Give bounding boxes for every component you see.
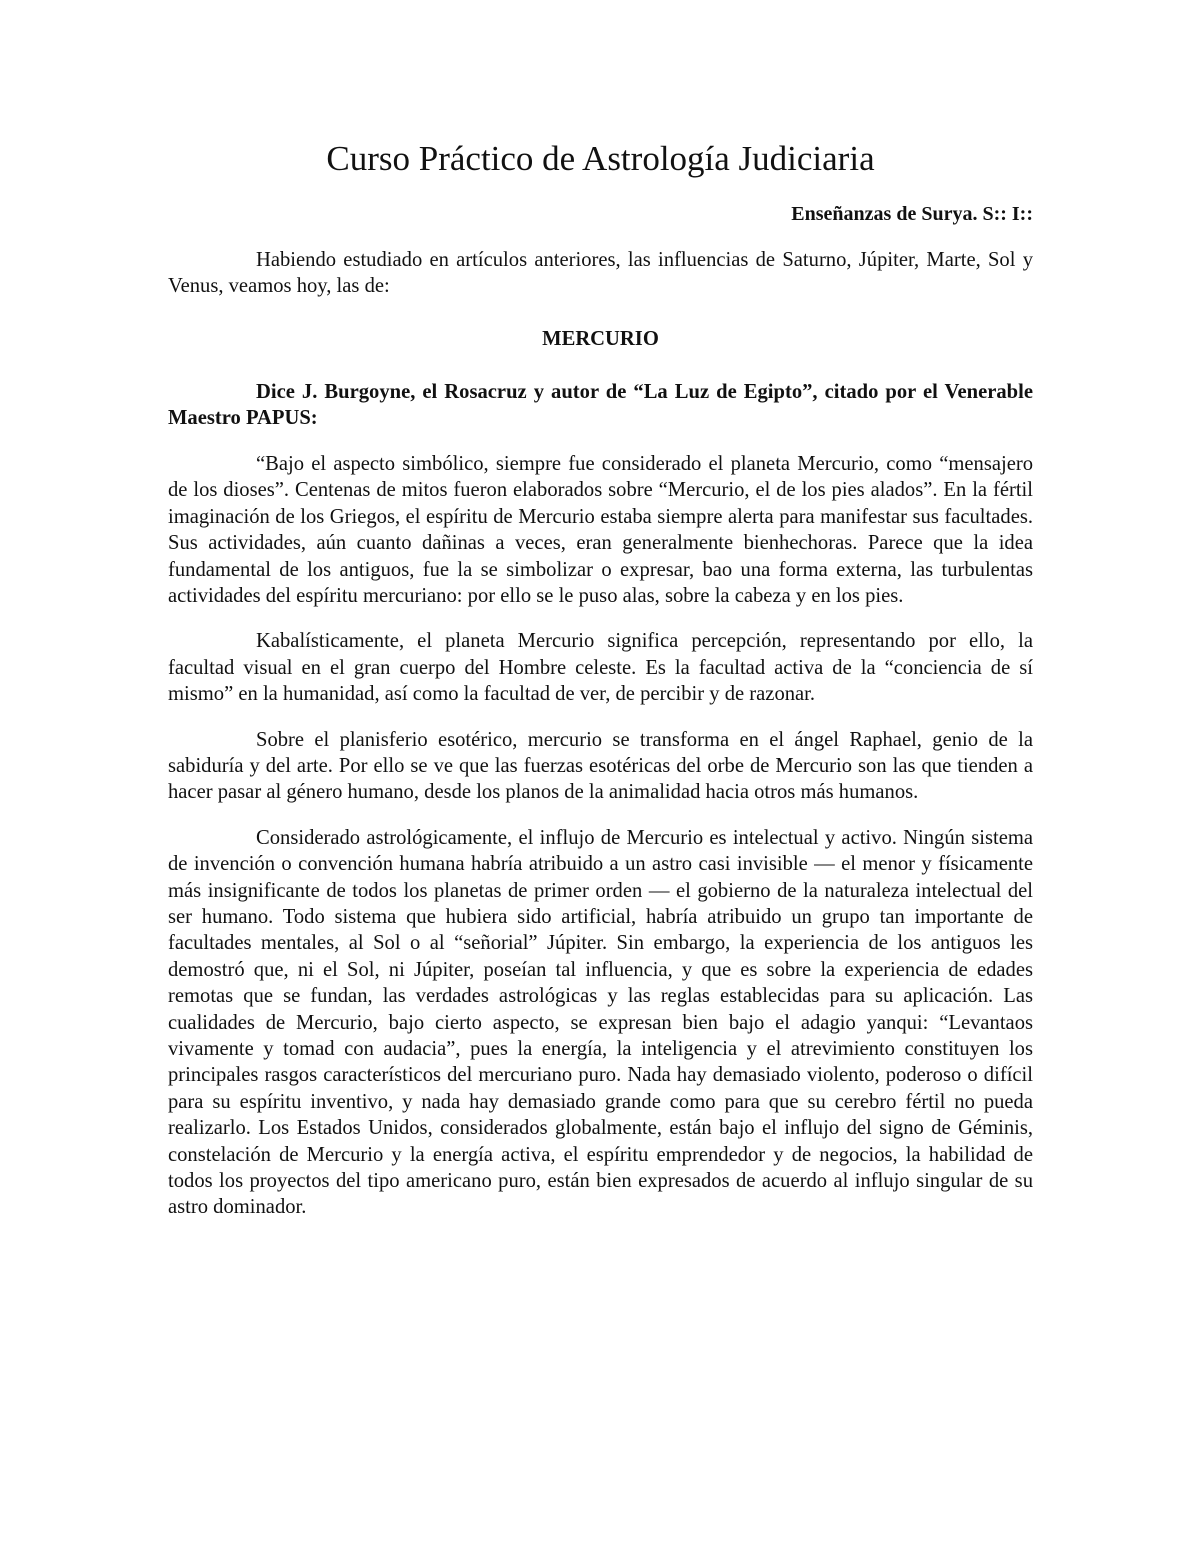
document-page	[168, 140, 1033, 1240]
body-paragraph-1: “Bajo el aspecto simbólico, siempre fue considerado el planeta Mercurio, como “mensajero de los dioses”. Centenas de mitos fueron elaborados sobre “Mercurio, el de los pies alados”. En la fértil imaginación de los Griegos, el espíritu de Mercurio estaba siempre alerta para manifestar sus facultades. Sus actividades, aún cuanto dañinas a veces, eran generalmente bienhechoras. Parece que la idea fundamental de los antiguos, fue la se simbolizar o expresar, bao una forma externa, las turbulentas actividades del espíritu mercuriano: por ello se le puso alas, sobre la cabeza y en los pies.	[168, 452, 1033, 607]
intro-paragraph: Habiendo estudiado en artículos anteriores, las influencias de Saturno, Júpiter, Marte, Sol y Venus, veamos hoy, las de:	[168, 248, 1033, 297]
body-paragraph-2: Kabalísticamente, el planeta Mercurio significa percepción, representando por ello, la facultad visual en el gran cuerpo del Hombre celeste. Es la facultad activa de la “conciencia de sí mismo” en la humanidad, así como la facultad de ver, de percibir y de razonar.	[168, 630, 1033, 706]
document-title: Curso Práctico de Astrología Judiciaria	[326, 139, 875, 178]
author-byline: Enseñanzas de Surya. S:: I::	[791, 202, 1033, 225]
section-heading: MERCURIO	[542, 328, 659, 351]
body-paragraph-4: Considerado astrológicamente, el influjo de Mercurio es intelectual y activo. Ningún sistema de invención o convención humana habría atribuido a un astro casi invisible — el menor y físicamente más insignificante de todos los planetas de primer orden — el gobierno de la naturaleza intelectual del ser humano. Todo sistema que hubiera sido artificial, habría atribuido un grupo tan importante de facultades mentales, al Sol o al “señorial” Júpiter. Sin embargo, la experiencia de los antiguos les demostró que, ni el Sol, ni Júpiter, poseían tal influencia, y que es sobre la experiencia de edades remotas que se fundan, las verdades astrológicas y las reglas establecidas para su aplicación. Las cualidades de Mercurio, bajo cierto aspecto, se expresan bien bajo el adagio yanqui: “Levantaos vivamente y tomad con audacia”, pues la energía, la inteligencia y el atrevimiento constituyen los principales rasgos característicos del mercuriano puro. Nada hay demasiado violento, poderoso o difícil para su espíritu inventivo, y nada hay demasiado grande como para que su cerebro fértil no pueda realizarlo. Los Estados Unidos, considerados globalmente, están bajo el influjo del signo de Géminis, constelación de Mercurio y la energía activa, el espíritu emprendedor y de negocios, la habilidad de todos los proyectos del tipo americano puro, están bien expresados de acuerdo al influjo singular de su astro dominador.	[168, 826, 1033, 1219]
quote-attribution: Dice J. Burgoyne, el Rosacruz y autor de “La Luz de Egipto”, citado por el Venerable Maestro PAPUS:	[168, 381, 1033, 430]
body-paragraph-3: Sobre el planisferio esotérico, mercurio se transforma en el ángel Raphael, genio de la sabiduría y del arte. Por ello se ve que las fuerzas esotéricas del orbe de Mercurio son las que tienden a hacer pasar al género humano, desde los planos de la animalidad hacia otros más humanos.	[168, 728, 1033, 804]
